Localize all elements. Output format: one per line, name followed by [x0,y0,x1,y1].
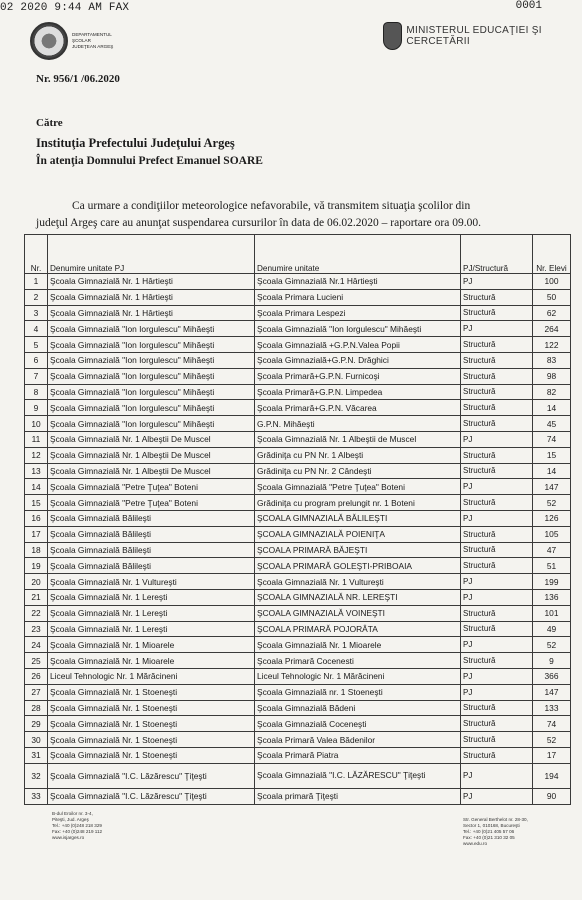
cell-nr: 8 [25,384,48,400]
cell-unit-name: G.P.N. Mihăeşti [255,416,461,432]
salutation: Către [36,117,63,129]
cell-pupils: 45 [533,416,571,432]
cell-unit-name: Şcoala Primara Lespezi [255,305,461,321]
cell-pj-name: Şcoala Gimnazială "Ion Iorgulescu" Mihăeşti [48,400,255,416]
cell-type: Structură [461,558,533,574]
cell-unit-name: Şcoala Primara Lucieni [255,289,461,305]
attention-line: În atenţia Domnului Prefect Emanuel SOARE [36,155,263,167]
cell-nr: 29 [25,716,48,732]
cell-unit-name: ŞCOALA GIMNAZIALĂ VOINEŞTI [255,605,461,621]
cell-nr: 30 [25,732,48,748]
cell-type: Structură [461,732,533,748]
cell-pj-name: Şcoala Gimnazială Bălileşti [48,558,255,574]
footer-left-line: B-dul Eroilor nr. 3-4, [52,811,93,816]
cell-unit-name: ŞCOALA GIMNAZIALĂ POIENIŢA [255,526,461,542]
cell-unit-name: Şcoala Gimnazială Nr. 1 Vultureşti [255,574,461,590]
cell-type: Structură [461,368,533,384]
table-row [25,558,571,574]
table-row [25,305,571,321]
cell-unit-name: Grădiniţa cu PN Nr. 2 Cândeşti [255,463,461,479]
footer-right-line: Fax: +40 (0)21 310 32 05 [463,835,515,840]
cell-pj-name: Şcoala Gimnazială Nr. 1 Albeştii De Muscel [48,447,255,463]
cell-pupils: 366 [533,668,571,684]
cell-type: PJ [461,763,533,788]
cell-unit-name: Şcoala primară Ţiţeşti [255,788,461,804]
header-pj-name: Denumire unitate PJ [48,235,255,274]
cell-unit-name: Şcoala Primară+G.P.N. Limpedea [255,384,461,400]
cell-unit-name: Şcoala Primară+G.P.N. Furnicoşi [255,368,461,384]
table-row [25,289,571,305]
cell-nr: 19 [25,558,48,574]
fax-header: 02 2020 9:44 AM FAX [0,2,130,14]
cell-type: PJ [461,684,533,700]
cell-pj-name: Şcoala Gimnazială Nr. 1 Hârtieşti [48,274,255,290]
body-line-2: judeţul Argeş care au anunţat suspendarea cursurilor în data de 06.02.2020 – raportare ora 09.00. [36,217,481,229]
romanian-coat-of-arms-icon [383,22,402,50]
footer-left-line: Tel.: +40 (0)248 218 329 [52,823,102,828]
cell-pj-name: Şcoala Gimnazială Bălileşti [48,542,255,558]
table-row [25,621,571,637]
cell-pj-name: Şcoala Gimnazială Nr. 1 Hârtieşti [48,289,255,305]
cell-pj-name: Şcoala Gimnazială Nr. 1 Albeştii De Muscel [48,463,255,479]
cell-type: Structură [461,447,533,463]
cell-pj-name: Şcoala Gimnazială Nr. 1 Lereşti [48,605,255,621]
header-unit-name: Denumire unitate [255,235,461,274]
footer-right-line: Sector 1, 010168, Bucureşti [463,823,520,828]
cell-pj-name: Şcoala Gimnazială Nr. 1 Mioarele [48,637,255,653]
table-row [25,526,571,542]
cell-pupils: 74 [533,716,571,732]
cell-nr: 7 [25,368,48,384]
table-row [25,716,571,732]
cell-nr: 32 [25,763,48,788]
table-row [25,479,571,495]
cell-pupils: 51 [533,558,571,574]
cell-pj-name: Şcoala Gimnazială Nr. 1 Lereşti [48,589,255,605]
document-reference: Nr. 956/1 /06.2020 [36,73,120,85]
cell-nr: 3 [25,305,48,321]
cell-unit-name: Şcoala Gimnazială Nr. 1 Albeştii de Muscel [255,431,461,447]
cell-type: Structură [461,289,533,305]
footer-right-address [463,817,528,847]
cell-nr: 21 [25,589,48,605]
cell-unit-name: Şcoala Gimnazială "Petre Ţuţea" Boteni [255,479,461,495]
cell-pupils: 199 [533,574,571,590]
cell-unit-name: Şcoala Gimnazială "I.C. LĂZĂRESCU" Ţiţeşti [255,763,461,788]
cell-pj-name: Şcoala Gimnazială Nr. 1 Stoeneşti [48,747,255,763]
cell-pupils: 100 [533,274,571,290]
cell-nr: 20 [25,574,48,590]
cell-unit-name: ŞCOALA PRIMARĂ BĂJEŞTI [255,542,461,558]
cell-type: Structură [461,747,533,763]
cell-pj-name: Şcoala Gimnazială Bălileşti [48,510,255,526]
table-row [25,589,571,605]
cell-pj-name: Şcoala Gimnazială "I.C. Lăzărescu" Ţiţeşti [48,788,255,804]
cell-pupils: 264 [533,321,571,337]
cell-pj-name: Şcoala Gimnazială "Petre Ţuţea" Boteni [48,495,255,511]
table-row [25,684,571,700]
cell-type: PJ [461,479,533,495]
cell-pj-name: Şcoala Gimnazială Bălileşti [48,526,255,542]
table-row [25,668,571,684]
cell-nr: 16 [25,510,48,526]
ministry-name: MINISTERUL EDUCAŢIEI ŞI CERCETĂRII [406,25,542,47]
cell-pj-name: Şcoala Gimnazială "Ion Iorgulescu" Mihăeşti [48,321,255,337]
cell-nr: 17 [25,526,48,542]
cell-pupils: 82 [533,384,571,400]
cell-pupils: 14 [533,463,571,479]
cell-type: PJ [461,574,533,590]
table-row [25,653,571,669]
cell-nr: 22 [25,605,48,621]
cell-nr: 14 [25,479,48,495]
header-pupils: Nr. Elevi [533,235,571,274]
cell-type: PJ [461,788,533,804]
ministry-logo [383,22,582,50]
cell-type: Structură [461,352,533,368]
county-school-logo [30,22,124,60]
cell-pj-name: Şcoala Gimnazială "Ion Iorgulescu" Mihăeşti [48,384,255,400]
cell-pupils: 147 [533,479,571,495]
cell-pj-name: Şcoala Gimnazială "Ion Iorgulescu" Mihăeşti [48,368,255,384]
cell-pupils: 50 [533,289,571,305]
cell-unit-name: Şcoala Gimnazială "Ion Iorgulescu" Mihăeşti [255,321,461,337]
cell-pj-name: Liceul Tehnologic Nr. 1 Mărăcineni [48,668,255,684]
cell-unit-name: Şcoala Gimnazială Bădeni [255,700,461,716]
cell-nr: 12 [25,447,48,463]
table-row [25,788,571,804]
cell-pj-name: Şcoala Gimnazială "I.C. Lăzărescu" Ţiţeşti [48,763,255,788]
cell-nr: 15 [25,495,48,511]
fax-page-number: 0001 [515,0,542,12]
table-row [25,747,571,763]
cell-pupils: 49 [533,621,571,637]
cell-pupils: 136 [533,589,571,605]
body-line-1: Ca urmare a condiţiilor meteorologice nefavorabile, vă transmitem situaţia şcolilor din [72,200,471,212]
footer-right-line: Tel.: +40 (0)21 405 57 06 [463,829,515,834]
cell-pj-name: Şcoala Gimnazială Nr. 1 Stoeneşti [48,700,255,716]
table-row [25,416,571,432]
table-row [25,368,571,384]
cell-pupils: 62 [533,305,571,321]
cell-pj-name: Şcoala Gimnazială Nr. 1 Lereşti [48,621,255,637]
cell-type: Structură [461,400,533,416]
table-row [25,495,571,511]
cell-type: Structură [461,463,533,479]
table-row [25,763,571,788]
cell-unit-name: Liceul Tehnologic Nr. 1 Mărăcineni [255,668,461,684]
cell-unit-name: ŞCOALA PRIMARĂ GOLEŞTI-PRIBOAIA [255,558,461,574]
cell-type: Structură [461,337,533,353]
cell-unit-name: Şcoala Gimnazială Nr. 1 Mioarele [255,637,461,653]
cell-type: PJ [461,637,533,653]
cell-pj-name: Şcoala Gimnazială Nr. 1 Stoeneşti [48,716,255,732]
cell-nr: 18 [25,542,48,558]
cell-pupils: 52 [533,637,571,653]
cell-pj-name: Şcoala Gimnazială Nr. 1 Mioarele [48,653,255,669]
cell-pupils: 98 [533,368,571,384]
cell-unit-name: ŞCOALA GIMNAZIALĂ BĂLILEŞTI [255,510,461,526]
schools-table [24,234,571,805]
table-row [25,274,571,290]
cell-pupils: 74 [533,431,571,447]
cell-pupils: 133 [533,700,571,716]
table-row [25,352,571,368]
footer-left-address [52,811,102,841]
footer-left-line: Fax: +40 (0)248 219 112 [52,829,103,834]
cell-pj-name: Şcoala Gimnazială Nr. 1 Vultureşti [48,574,255,590]
cell-nr: 10 [25,416,48,432]
cell-nr: 26 [25,668,48,684]
cell-pupils: 90 [533,788,571,804]
cell-pupils: 83 [533,352,571,368]
table-row [25,732,571,748]
cell-nr: 24 [25,637,48,653]
table-row [25,574,571,590]
cell-nr: 1 [25,274,48,290]
cell-type: Structură [461,526,533,542]
cell-pj-name: Şcoala Gimnazială Nr. 1 Albeştii De Muscel [48,431,255,447]
table-row [25,400,571,416]
county-seal-icon [30,22,68,60]
cell-unit-name: Şcoala Primară Valea Bădenilor [255,732,461,748]
cell-pj-name: Şcoala Gimnazială Nr. 1 Stoeneşti [48,732,255,748]
cell-type: Structură [461,653,533,669]
table-row [25,384,571,400]
cell-type: PJ [461,589,533,605]
cell-pj-name: Şcoala Gimnazială "Ion Iorgulescu" Mihăeşti [48,416,255,432]
cell-pupils: 52 [533,732,571,748]
cell-type: PJ [461,321,533,337]
table-row [25,510,571,526]
header-nr: Nr. [25,235,48,274]
cell-unit-name: ŞCOALA GIMNAZIALĂ NR. LEREŞTI [255,589,461,605]
cell-pj-name: Şcoala Gimnazială Nr. 1 Stoeneşti [48,684,255,700]
logo-left-line2: JUDEŢEAN ARGEŞ [72,44,114,49]
cell-type: Structură [461,542,533,558]
cell-nr: 23 [25,621,48,637]
footer-left-line: www.isjarges.ro [52,835,85,840]
cell-type: PJ [461,668,533,684]
cell-type: Structură [461,305,533,321]
table-row [25,431,571,447]
cell-pupils: 122 [533,337,571,353]
cell-pupils: 194 [533,763,571,788]
cell-nr: 4 [25,321,48,337]
body-paragraph [36,198,556,232]
cell-type: Structură [461,416,533,432]
footer-right-line: Str. General Berthelot nr. 28-30, [463,817,528,822]
cell-pj-name: Şcoala Gimnazială "Ion Iorgulescu" Mihăeşti [48,352,255,368]
cell-nr: 27 [25,684,48,700]
table-row [25,605,571,621]
table-row [25,542,571,558]
cell-pupils: 147 [533,684,571,700]
cell-type: Structură [461,605,533,621]
cell-nr: 31 [25,747,48,763]
cell-pupils: 15 [533,447,571,463]
cell-nr: 5 [25,337,48,353]
table-row [25,637,571,653]
table-row [25,321,571,337]
cell-type: Structură [461,716,533,732]
cell-type: Structură [461,700,533,716]
cell-unit-name: Şcoala Gimnazială Nr.1 Hârtieşti [255,274,461,290]
cell-unit-name: Şcoala Gimnazială +G.P.N.Valea Popii [255,337,461,353]
cell-nr: 11 [25,431,48,447]
table-row [25,447,571,463]
cell-pupils: 126 [533,510,571,526]
logo-left-line1: DEPARTAMENTUL ŞCOLAR [72,32,112,43]
cell-nr: 9 [25,400,48,416]
table-row [25,337,571,353]
cell-unit-name: Şcoala Gimnazială nr. 1 Stoeneşti [255,684,461,700]
cell-unit-name: Şcoala Primară Piatra [255,747,461,763]
cell-pupils: 47 [533,542,571,558]
cell-type: Structură [461,495,533,511]
cell-nr: 33 [25,788,48,804]
cell-type: PJ [461,510,533,526]
cell-unit-name: Şcoala Gimnazială+G.P.N. Drăghici [255,352,461,368]
cell-unit-name: Şcoala Primară+G.P.N. Văcarea [255,400,461,416]
cell-nr: 2 [25,289,48,305]
table-row [25,700,571,716]
recipient-institution: Instituţia Prefectului Judeţului Argeş [36,136,235,150]
cell-type: PJ [461,431,533,447]
cell-type: PJ [461,274,533,290]
cell-pupils: 101 [533,605,571,621]
cell-unit-name: ŞCOALA PRIMARĂ POJORÂTA [255,621,461,637]
footer-left-line: Piteşti, Jud. Argeş [52,817,89,822]
table-row [25,463,571,479]
cell-pj-name: Şcoala Gimnazială Nr. 1 Hârtieşti [48,305,255,321]
cell-unit-name: Grădiniţa cu PN Nr. 1 Albeşti [255,447,461,463]
cell-nr: 13 [25,463,48,479]
footer-right-line: www.edu.ro [463,841,488,846]
table-header-row [25,235,571,274]
cell-unit-name: Grădiniţa cu program prelungit nr. 1 Boteni [255,495,461,511]
cell-pupils: 9 [533,653,571,669]
cell-pj-name: Şcoala Gimnazială "Ion Iorgulescu" Mihăeşti [48,337,255,353]
cell-nr: 25 [25,653,48,669]
cell-unit-name: Şcoala Gimnazială Coceneşti [255,716,461,732]
cell-type: Structură [461,621,533,637]
cell-type: Structură [461,384,533,400]
cell-pupils: 52 [533,495,571,511]
cell-pupils: 105 [533,526,571,542]
cell-nr: 6 [25,352,48,368]
cell-nr: 28 [25,700,48,716]
cell-unit-name: Şcoala Primară Cocenesti [255,653,461,669]
cell-pupils: 14 [533,400,571,416]
cell-pj-name: Şcoala Gimnazială "Petre Ţuţea" Boteni [48,479,255,495]
header-type: PJ/Structură [461,235,533,274]
cell-pupils: 17 [533,747,571,763]
